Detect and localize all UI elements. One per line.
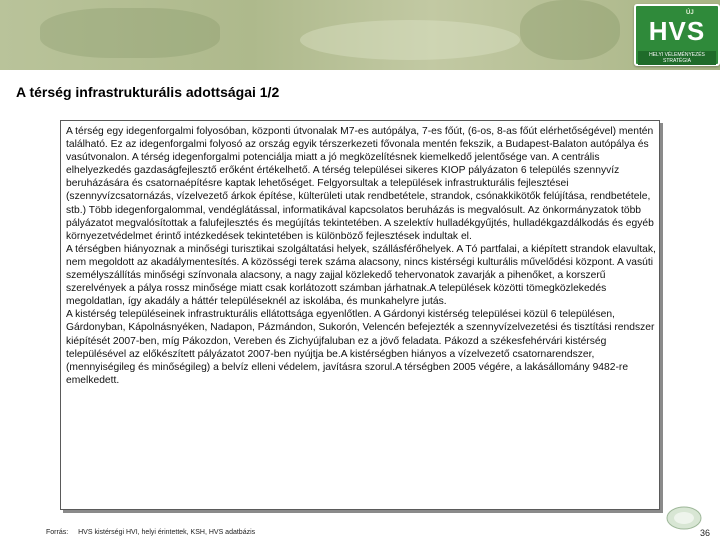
paragraph: A térség egy idegenforgalmi folyosóban, központi útvonalak M7-es autópálya, 7-es főút, (6-os, 8-as főút elérhetőségével) mentén található. Ez az idegenforgalmi folyosó az ország egyik térszerkezeti fővonala mentén fekszik, a Budapest-Balaton autópálya és vasútvonalon. A térség idegenforgalmi potenciálja miatt a jó megközelítésnek kiemelkedő jelentősége van. A centrális elhelyezkedés gazdaságfejlesztő erőként értékelhető. A térség települései sikeres KIOP pályázaton 6 település szennyvíz beruházására és csatornaépítésre kaptak lehetőséget. Felgyorsultak a települések infrastrukturális fejlesztései (szennyvízcsatornázás, vízelvezető árkok építése, külterületi utak rendbetétele, strandok, csónakkikötők felújítása, rendbetétele, stb.) Több idegenforgalommal, vendéglátással, informatikával kapcsolatos beruházás is megvalósult. Az önkormányzatok több pályázatot megvalósítottak a falufejlesztés és megújítás tekintetében. A szelektív hulladékgyűjtés, hulladékgazdálkodás és egyéb környezetvédelmet érintő intézkedések tekintetében is különböző fejlesztések indultak el.: [66, 126, 654, 242]
page-title: A térség infrastrukturális adottságai 1/2: [16, 84, 280, 100]
banner-texture: [300, 20, 520, 60]
paragraph: A kistérség településeinek infrastrukturális ellátottsága egyenlőtlen. A Gárdonyi kistérség települései közül 6 településen, Gárdonyban, Kápolnásnyéken, Nadapon, Pázmándon, Sukorón, Velencén befejezték a szennyvízelvezetési és tisztítási rendszer kiépítését 2007-ben, míg Pákozdon, Vereben és Zichyújfaluban ez a jövő feladata. Pákozd a székesfehérvári kistérség településével az előkészített pályázatot 2007-ben nyújtja be.A kistérségben hiányos a vízelvezető csatornarendszer, (mennyiségileg és minőségileg) a belvíz elleni védelem, javításra szorul.A térségben 2005 végére, a lakásállomány 9482-re emelkedett.: [66, 309, 655, 386]
source-line: [46, 529, 255, 536]
banner-texture: [40, 8, 220, 58]
paragraph: A térségben hiányoznak a minőségi turisztikai szolgáltatási helyek, szállásférőhelyek. A Tó partfalai, a kiépített strandok elavultak, nem megoldott az akadálymentesítés. A közösségi terek száma alacsony, nincs kistérségi kulturális művelődési központ. A vasúti személyszállítás minőségi színvonala alacsony, a nagy zajjal közlekedő tehervonatok zavarják a pihenőket, a korszerű szerelvények a pálya rossz minősége miatt csak korlátozott számban járhatnak.A települések közötti tömegközlekedés megoldatlan, így akadály a háttér településeknél az iskolába, és munkahelyre jutás.: [66, 243, 656, 308]
header-banner: [0, 0, 720, 70]
source-label: Forrás:: [46, 529, 69, 536]
corner-logo-icon: [664, 500, 704, 534]
page-number: 36: [700, 528, 711, 538]
source-text: HVS kistérségi HVI, helyi érintettek, KSH, HVS adatbázis: [78, 529, 256, 536]
logo-main-text: HVS: [648, 16, 706, 46]
logo-sub-text: HELYI VÉLEMÉNYEZÉS STRATÉGIA: [638, 51, 716, 65]
hvs-logo: [634, 4, 720, 66]
text-panel: [60, 120, 660, 510]
logo-small-text: ÚJ: [686, 10, 694, 16]
banner-texture: [520, 0, 620, 60]
